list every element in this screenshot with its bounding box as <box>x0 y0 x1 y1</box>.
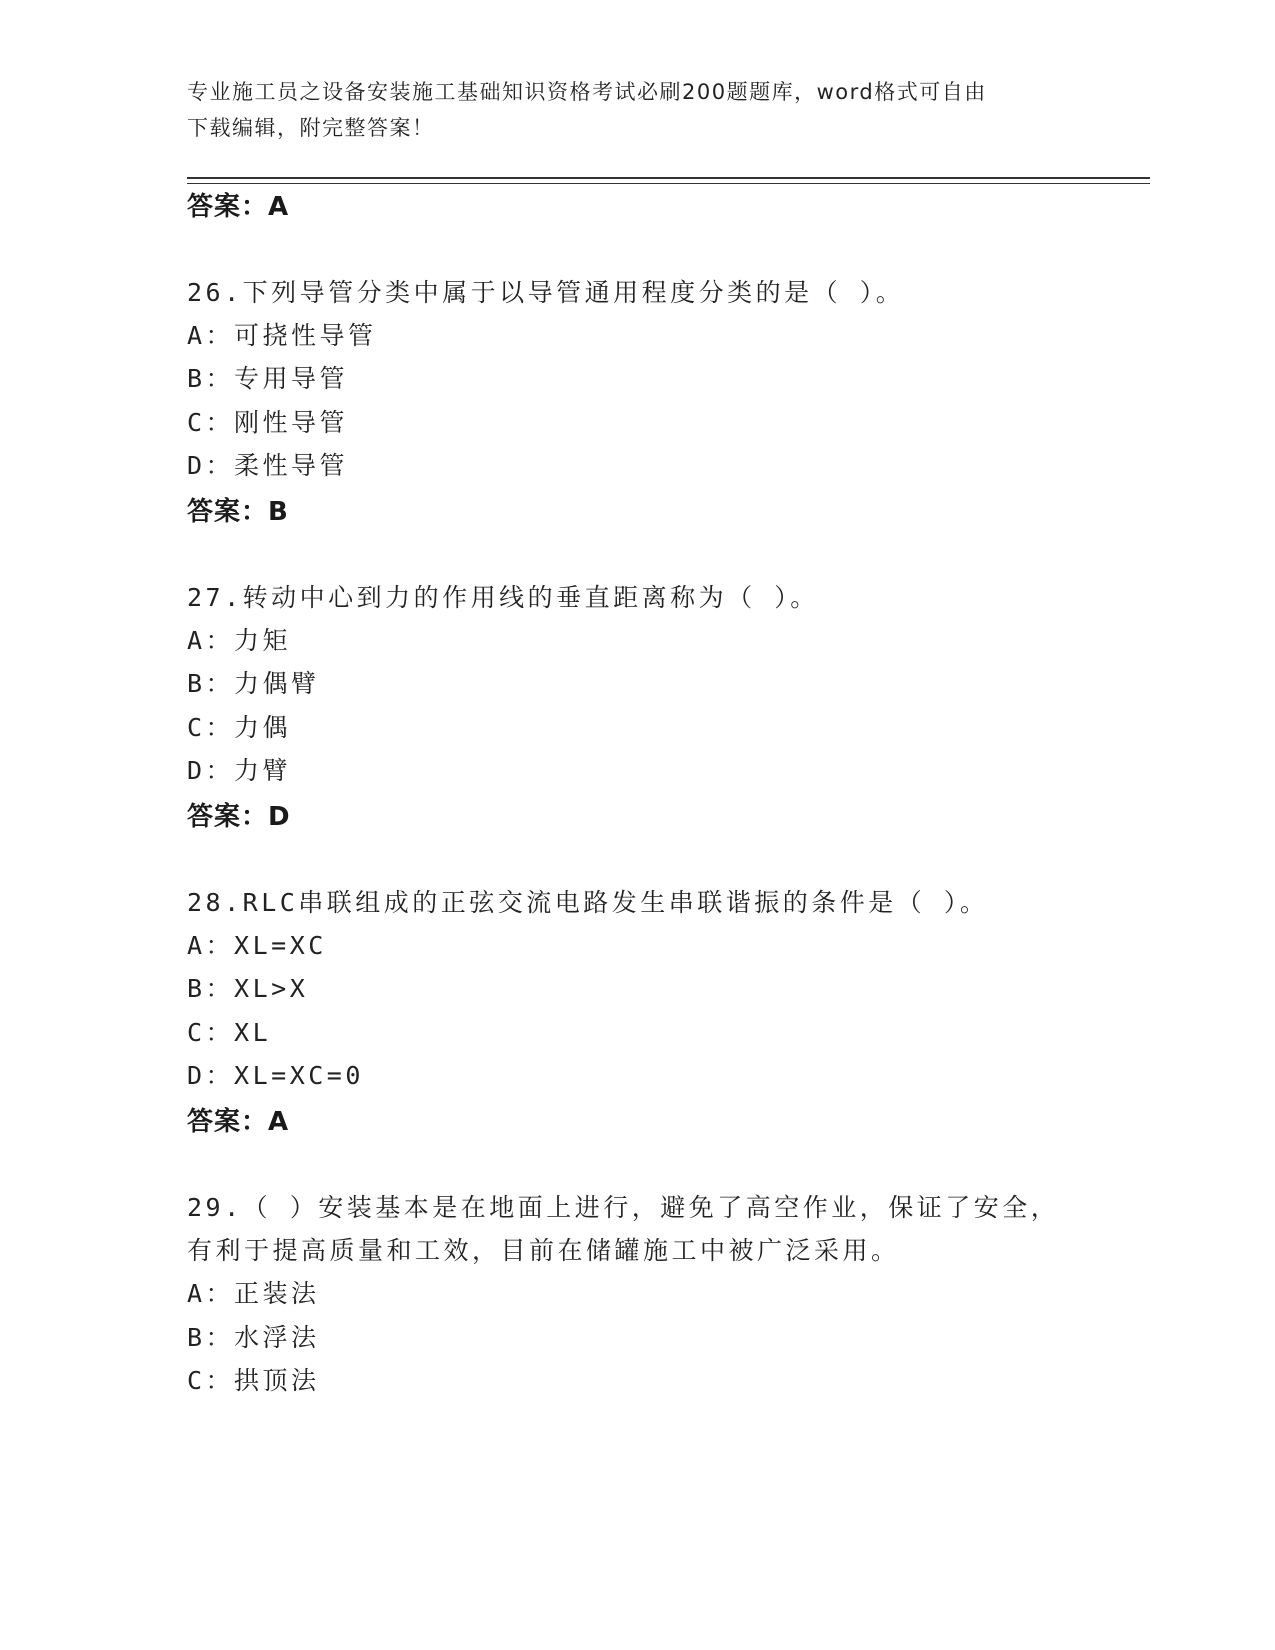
question-28-option-d: D：XL=XC=0 <box>187 1061 364 1090</box>
question-27-stem: 27.转动中心到力的作用线的垂直距离称为（ ）。 <box>187 583 819 612</box>
question-29-option-a: A：正装法 <box>187 1279 320 1308</box>
question-27-option-d: D：力臂 <box>187 756 292 785</box>
header-divider-thin <box>187 183 1150 184</box>
question-26-option-b: B：专用导管 <box>187 364 349 393</box>
question-26-stem: 26.下列导管分类中属于以导管通用程度分类的是（ ）。 <box>187 278 905 307</box>
question-27-option-a: A：力矩 <box>187 626 292 655</box>
question-28-option-a: A：XL=XC <box>187 931 327 960</box>
question-29-stem-line-1: 29.（ ）安装基本是在地面上进行，避免了高空作业，保证了安全， <box>187 1193 1060 1222</box>
question-29-option-c: C：拱顶法 <box>187 1366 320 1395</box>
question-26-option-a: A：可挠性导管 <box>187 321 377 350</box>
document-header <box>187 74 1067 146</box>
question-28-stem: 28.RLC串联组成的正弦交流电路发生串联谐振的条件是（ ）。 <box>187 888 989 917</box>
answer-26: 答案：B <box>187 497 289 527</box>
question-27-option-c: C：力偶 <box>187 713 292 742</box>
question-27-option-b: B：力偶臂 <box>187 669 320 698</box>
header-divider <box>187 177 1150 179</box>
question-28-option-c: C：XL <box>187 1018 272 1047</box>
header-line-2: 下载编辑，附完整答案！ <box>187 116 435 140</box>
question-26-option-d: D：柔性导管 <box>187 451 349 480</box>
answer-28: 答案：A <box>187 1107 290 1137</box>
question-26-option-c: C：刚性导管 <box>187 408 349 437</box>
question-28-option-b: B：XL>X <box>187 974 309 1003</box>
question-29-stem-line-2: 有利于提高质量和工效，目前在储罐施工中被广泛采用。 <box>187 1236 900 1265</box>
header-line-1: 专业施工员之设备安装施工基础知识资格考试必刷200题题库，word格式可自由 <box>187 80 987 104</box>
question-29-option-b: B：水浮法 <box>187 1323 320 1352</box>
answer-27: 答案：D <box>187 802 291 832</box>
answer-25: 答案：A <box>187 192 290 222</box>
